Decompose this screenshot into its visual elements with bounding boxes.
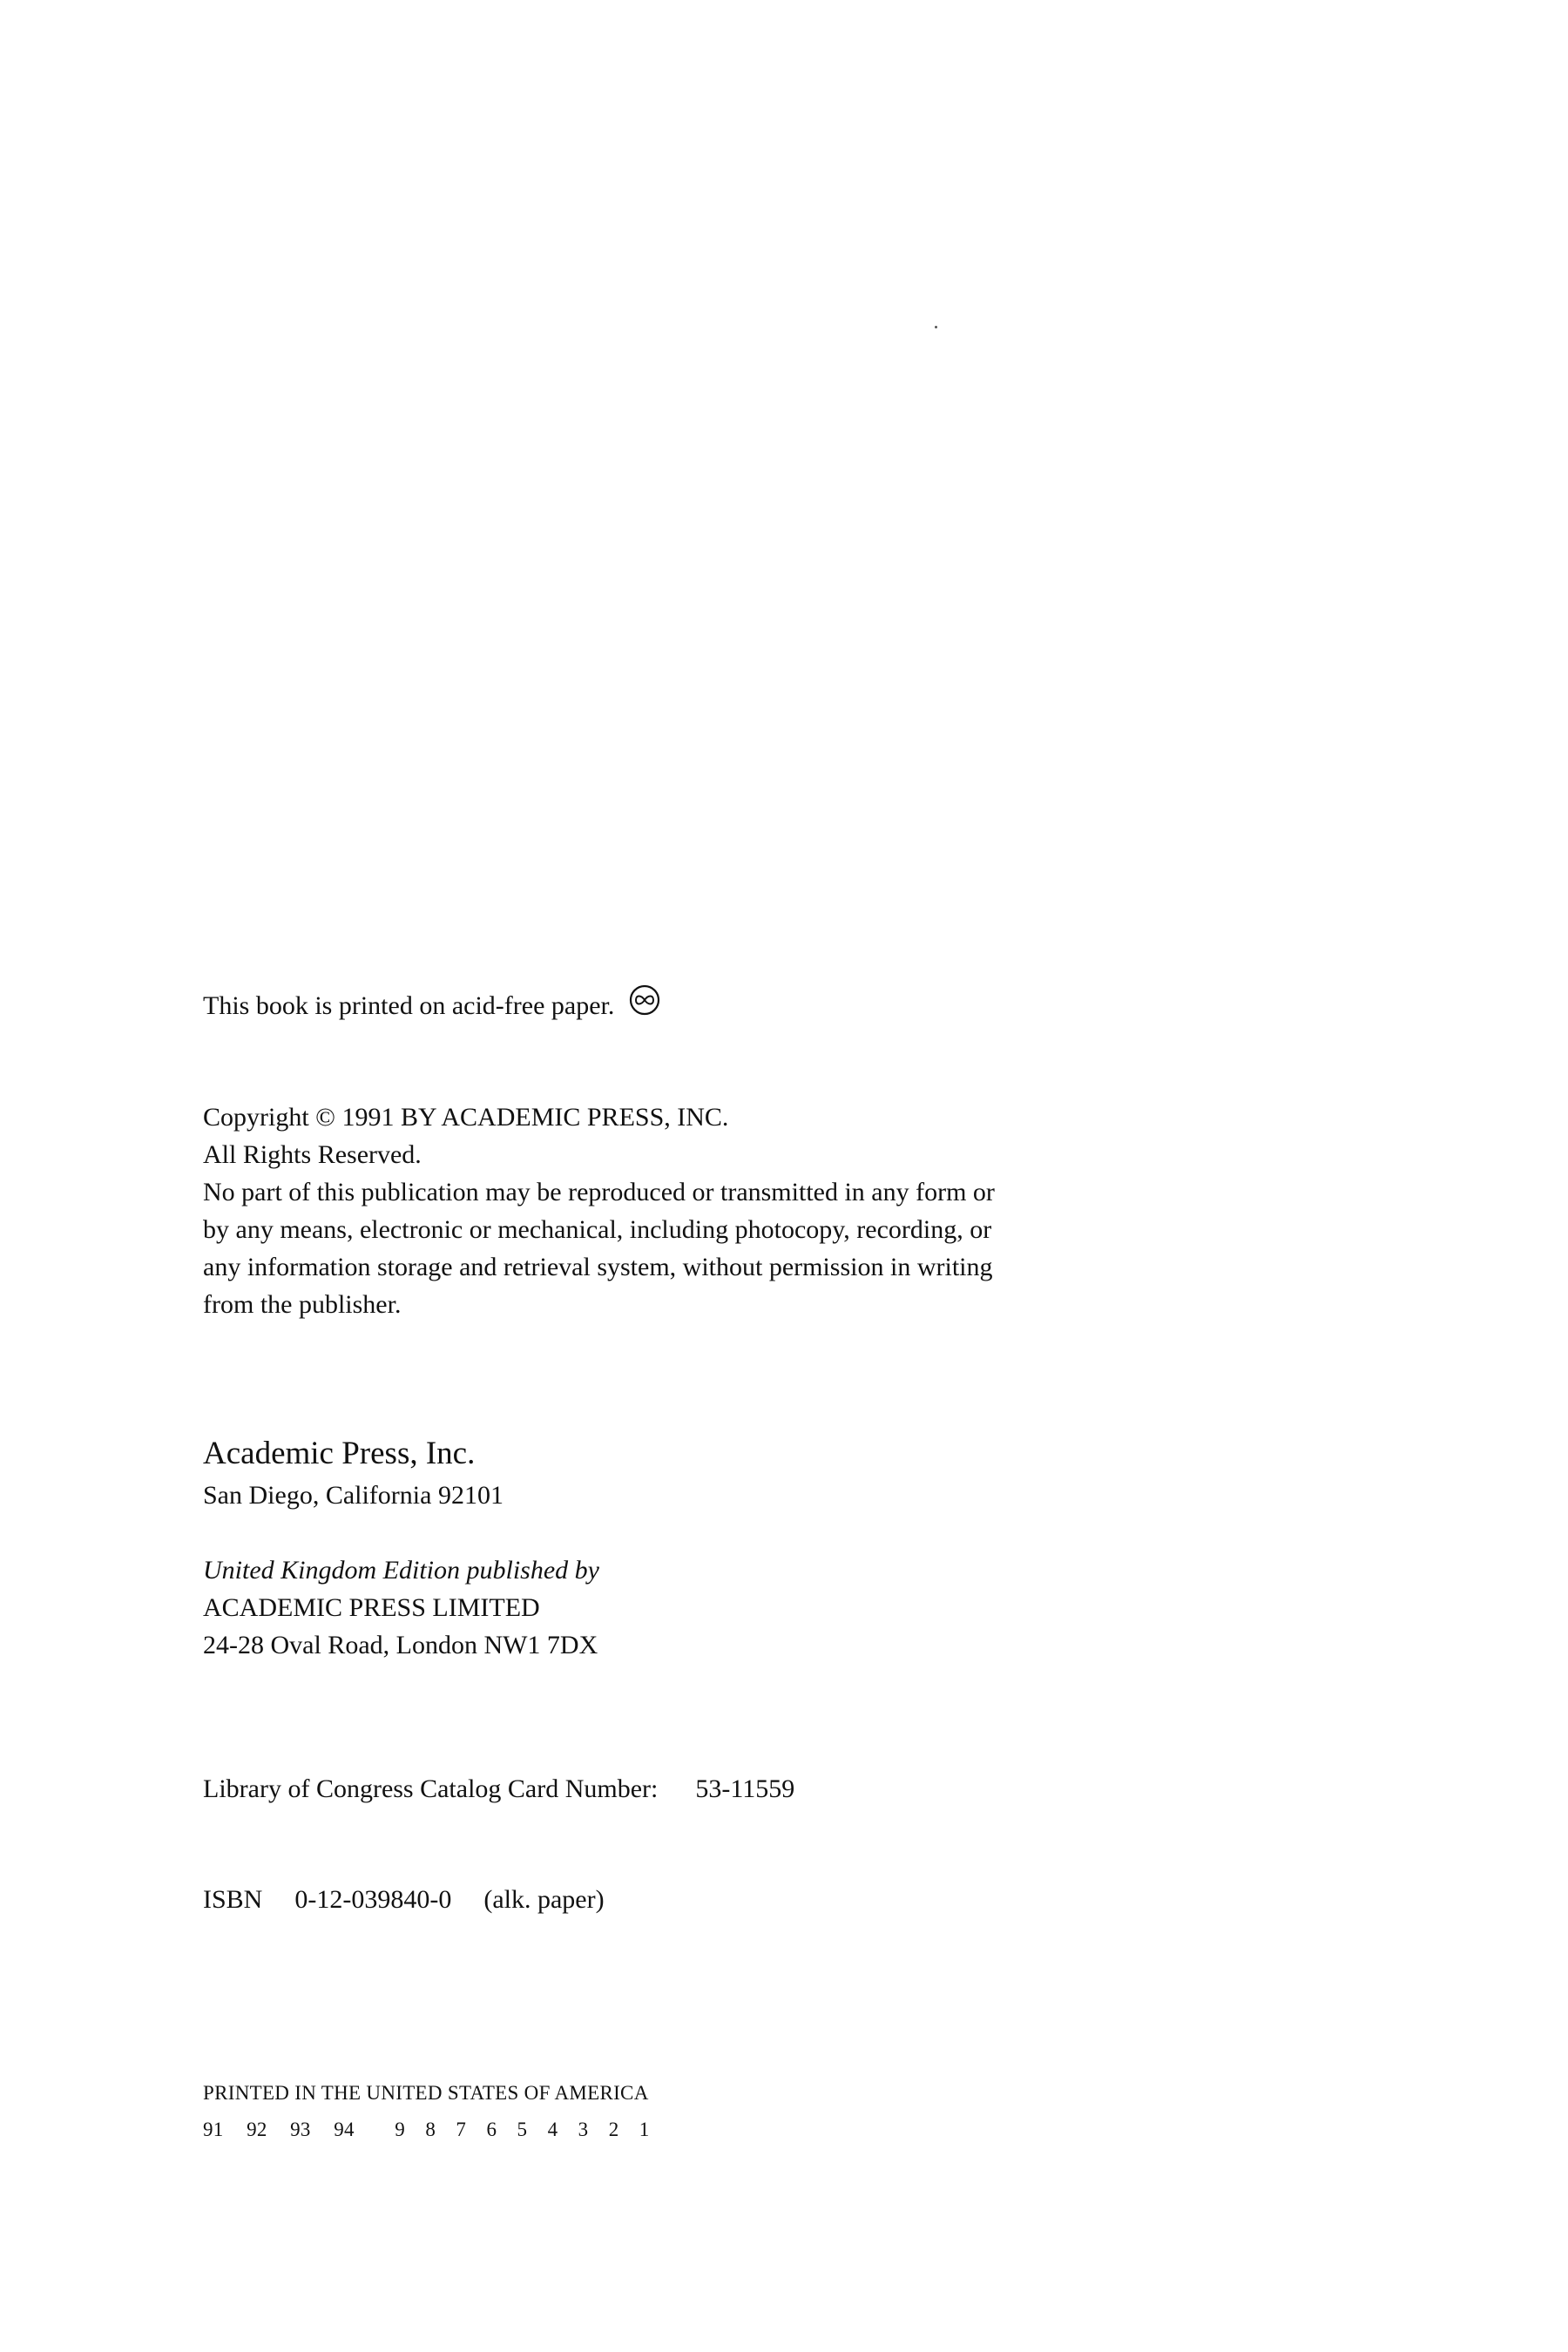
impression-number: 7 xyxy=(456,2119,467,2140)
copyright-notice-line: No part of this publication may be reproduced or transmitted in any form or xyxy=(203,1178,995,1206)
acid-free-line xyxy=(203,986,661,1030)
publisher-us-name: Academic Press, Inc. xyxy=(203,1436,476,1471)
publisher-uk-name: ACADEMIC PRESS LIMITED xyxy=(203,1593,540,1622)
isbn-note: (alk. paper) xyxy=(483,1885,605,1914)
impression-number: 1 xyxy=(639,2119,650,2140)
printing-year: 92 xyxy=(247,2119,267,2140)
catalog-line xyxy=(203,1771,794,1808)
catalog-label: Library of Congress Catalog Card Number: xyxy=(203,1774,659,1803)
isbn-line xyxy=(203,1882,605,1918)
impression-number: 9 xyxy=(395,2119,406,2140)
copyright-notice-line: from the publisher. xyxy=(203,1290,402,1319)
printing-numbers-line xyxy=(203,2117,665,2143)
copyright-line: Copyright © 1991 BY ACADEMIC PRESS, INC. xyxy=(203,1103,729,1132)
rights-reserved-line: All Rights Reserved. xyxy=(203,1140,422,1169)
impression-number: 6 xyxy=(486,2119,497,2140)
impression-number: 3 xyxy=(578,2119,589,2140)
impression-number: 2 xyxy=(608,2119,619,2140)
acid-free-text: This book is printed on acid-free paper. xyxy=(203,990,615,1020)
scan-speck xyxy=(935,326,937,328)
impression-number: 4 xyxy=(547,2119,558,2140)
impression-number: 8 xyxy=(425,2119,436,2140)
copyright-notice-line: by any means, electronic or mechanical, including photocopy, recording, or xyxy=(203,1215,992,1244)
catalog-number: 53-11559 xyxy=(695,1774,795,1803)
infinity-circle-icon xyxy=(628,983,661,1027)
impression-number: 5 xyxy=(517,2119,528,2140)
printed-in-line: PRINTED IN THE UNITED STATES OF AMERICA xyxy=(203,2082,649,2104)
publisher-uk-intro: United Kingdom Edition published by xyxy=(203,1556,599,1585)
isbn-number: 0-12-039840-0 xyxy=(294,1885,452,1914)
printing-year: 91 xyxy=(203,2119,224,2140)
isbn-label: ISBN xyxy=(203,1885,263,1914)
printing-year: 93 xyxy=(290,2119,311,2140)
printing-year: 94 xyxy=(334,2119,355,2140)
publisher-uk-address: 24-28 Oval Road, London NW1 7DX xyxy=(203,1631,598,1659)
publisher-us-address: San Diego, California 92101 xyxy=(203,1481,504,1510)
copyright-notice-line: any information storage and retrieval system, without permission in writing xyxy=(203,1253,993,1281)
